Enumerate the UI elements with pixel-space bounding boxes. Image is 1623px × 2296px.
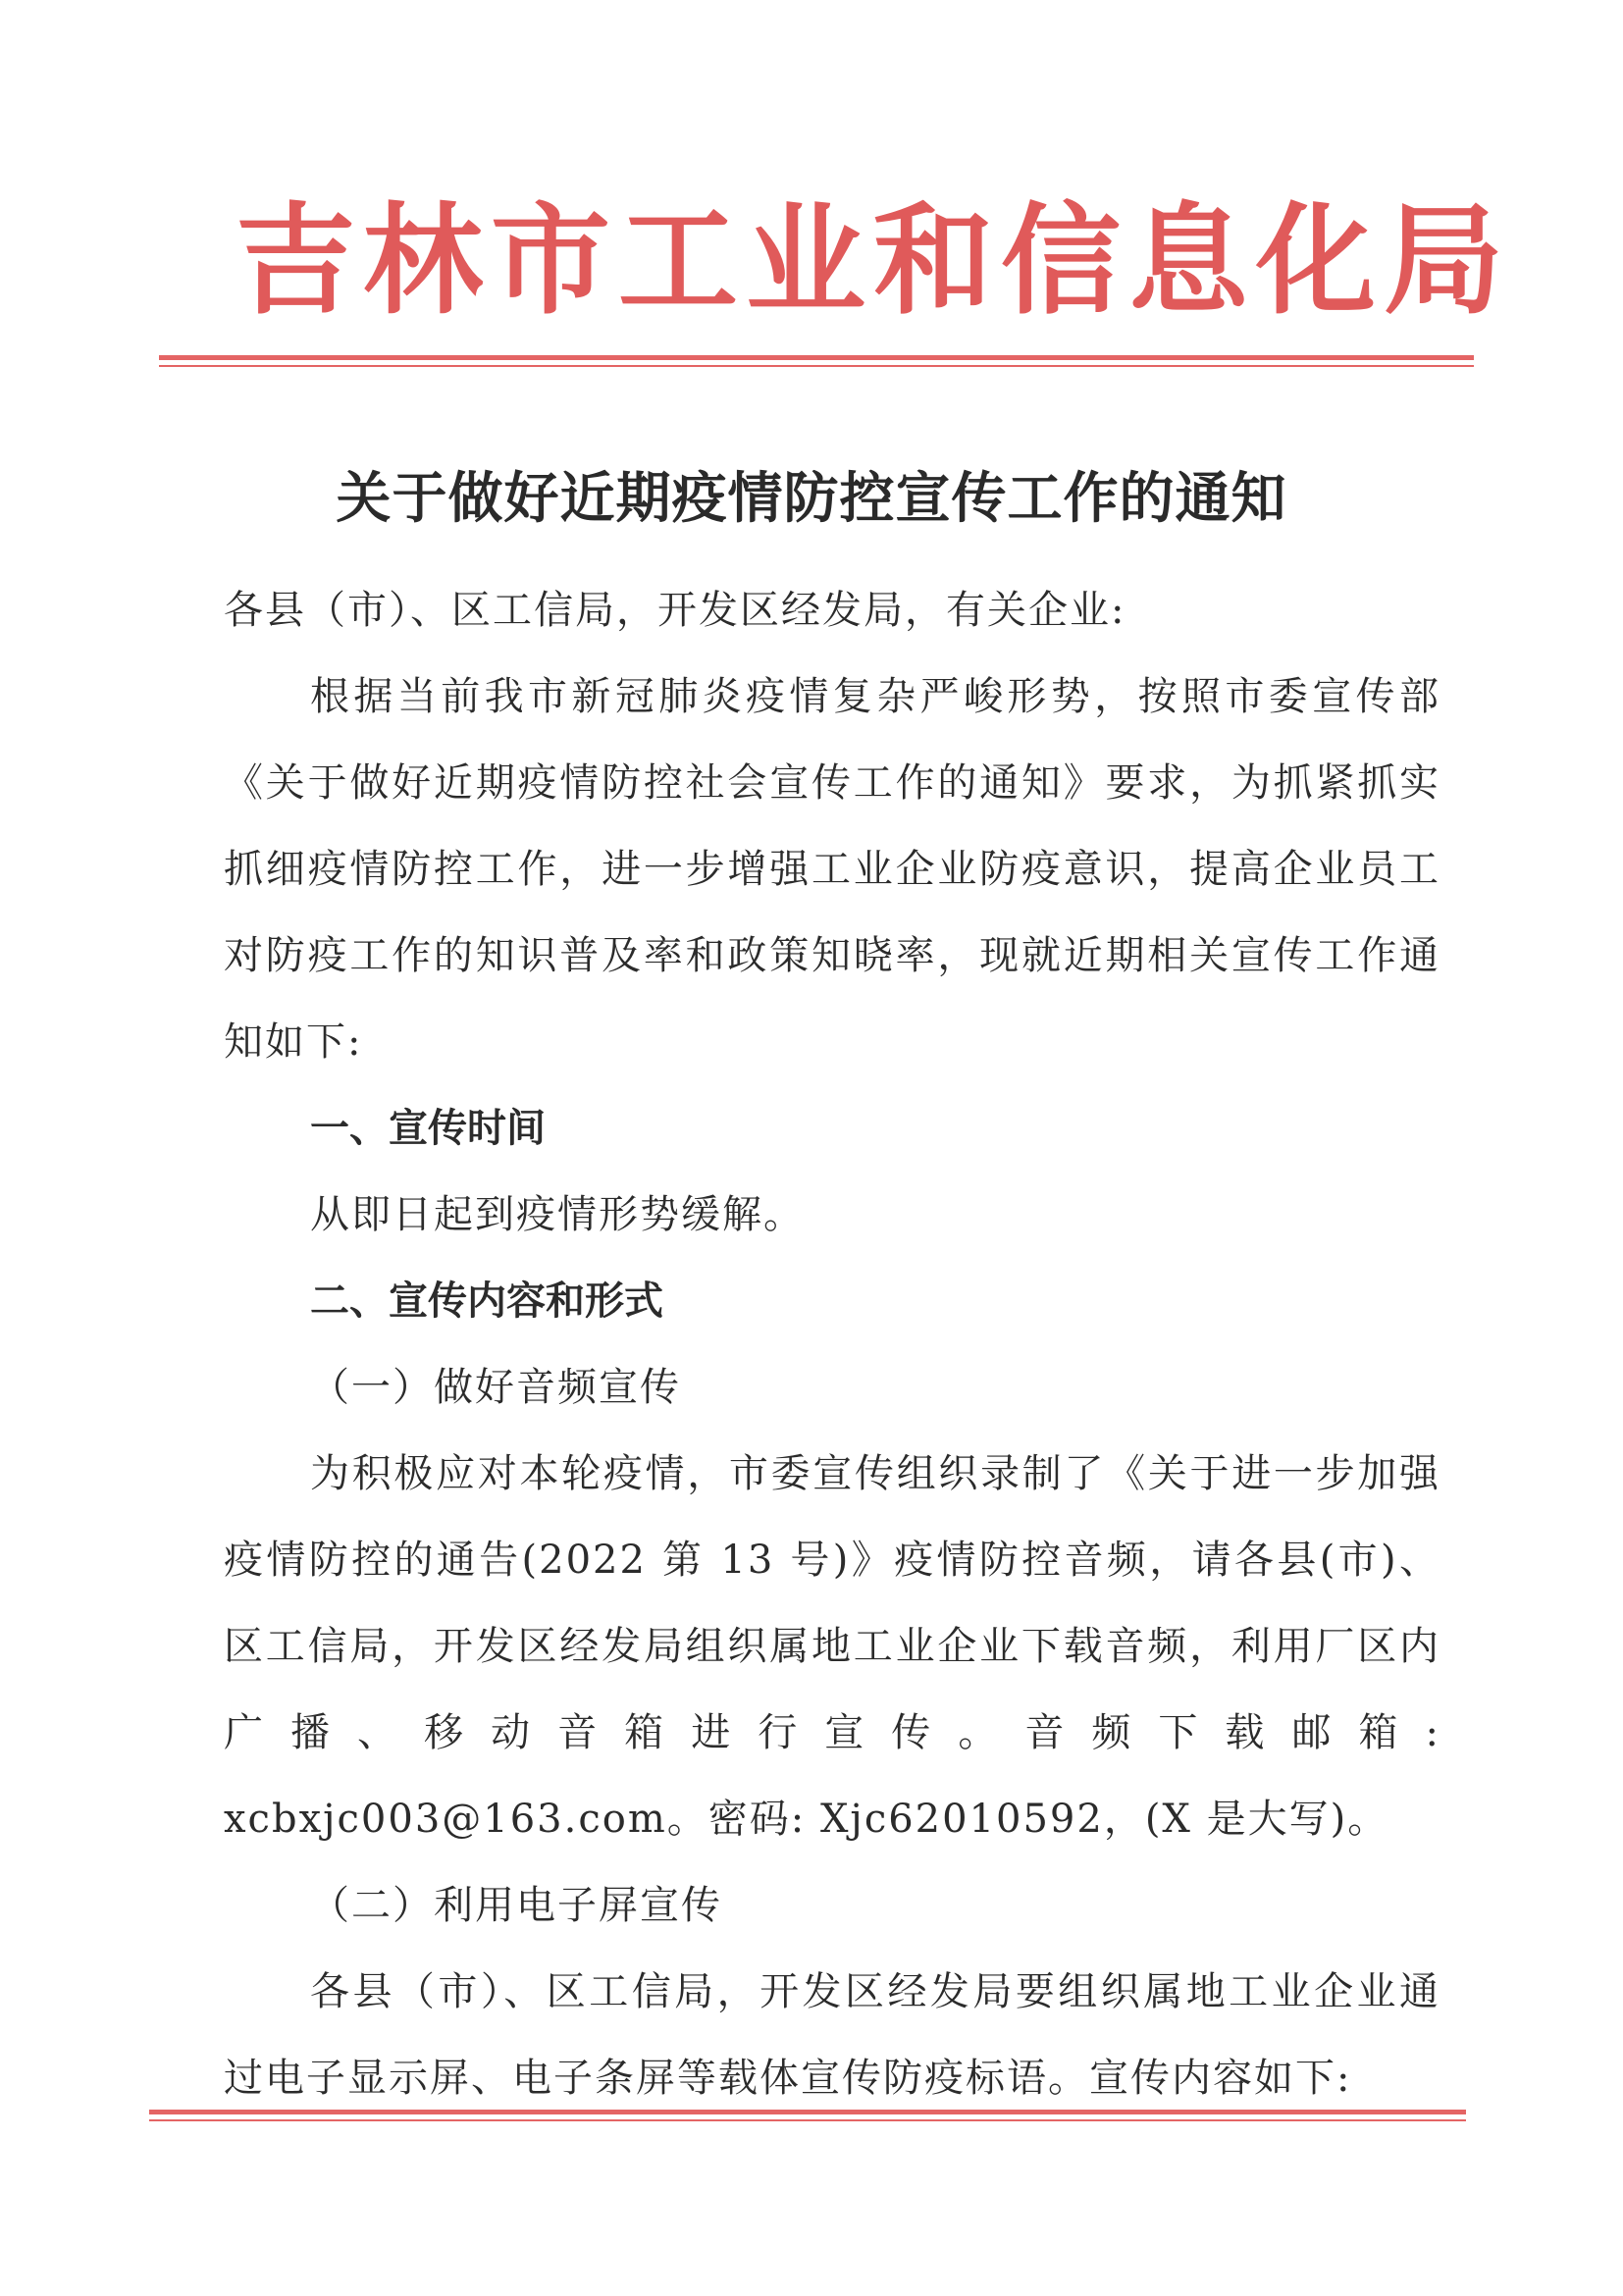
salutation: 各县（市）、区工信局，开发区经发局，有关企业: (224, 588, 1126, 633)
paragraph-audio: 为积极应对本轮疫情，市委宣传组织录制了《关于进一步加强疫情防控的通告(2022 第 13 号)》疫情防控音频，请各县(市)、区工信局，开发区经发局组织属地工业企业下载音频，利用厂区内广播、移动音箱进行宣传。音频下载邮箱: xcbxjc003@163.com。密码: Xjc62010592，(X 是大写)。 (224, 1451, 1440, 1842)
document-title: 关于做好近期疫情防控宣传工作的通知 (336, 466, 1287, 531)
subheading-screen: （二）利用电子屏宣传 (310, 1883, 722, 1928)
letterhead-rule (159, 355, 1474, 367)
footer-rule (149, 2110, 1466, 2121)
section-heading-time: 一、宣传时间 (310, 1106, 546, 1151)
footer-rule-thin (149, 2119, 1466, 2121)
paragraph-time: 从即日起到疫情形势缓解。 (310, 1192, 805, 1237)
letterhead-rule-thin (159, 365, 1474, 367)
letterhead-rule-thick (159, 355, 1474, 360)
document-body (224, 567, 1440, 2121)
paragraph-intro: 根据当前我市新冠肺炎疫情复杂严峻形势，按照市委宣传部《关于做好近期疫情防控社会宣传工作的通知》要求，为抓紧抓实抓细疫情防控工作，进一步增强工业企业防疫意识，提高企业员工对防疫工作的知识普及率和政策知晓率，现就近期相关宣传工作通知如下: (224, 674, 1440, 1065)
letterhead: 吉林市工业和信息化局 (236, 189, 1511, 331)
footer-rule-thick (149, 2110, 1466, 2114)
paragraph-screen: 各县（市）、区工信局，开发区经发局要组织属地工业企业通过电子显示屏、电子条屏等载体宣传防疫标语。宣传内容如下: (224, 1969, 1440, 2101)
subheading-audio: （一）做好音频宣传 (310, 1365, 681, 1410)
section-heading-content: 二、宣传内容和形式 (310, 1278, 663, 1324)
